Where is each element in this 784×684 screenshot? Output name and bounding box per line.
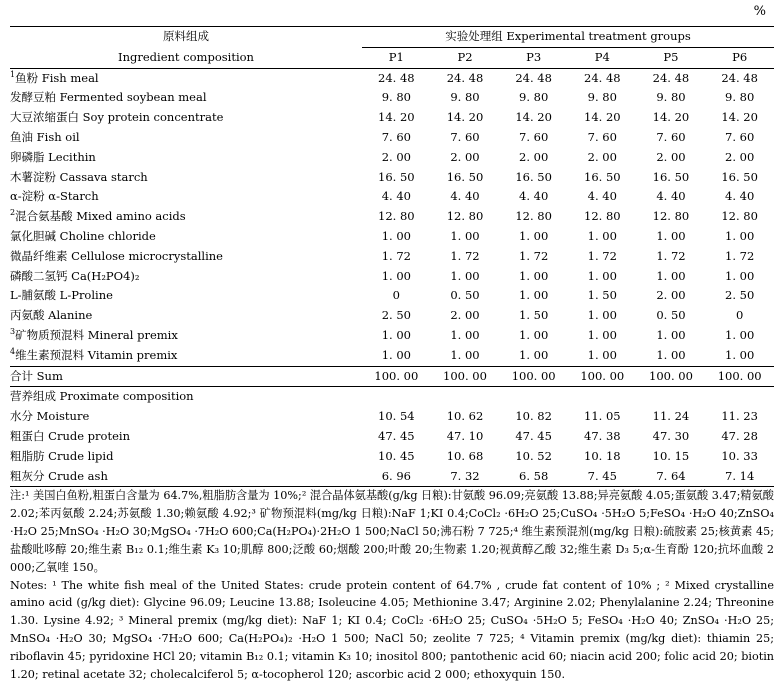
notes-en: Notes: ¹ The white fish meal of the United States: crude protein content of 64.7% , crude fat content of 10% ; ² Mixed crystalline amino acid (g/kg diet): Glycine 96.09; Leucine 13.88; Isoleucine 4.05; Methionine 3.47; Arginine 2.02; Phenylalanine 2.24; Threonine 1.30. Lysine 4.92; ³ Mineral premix (mg/kg diet): NaF 1; KI 0.4; CoCl₂ ·6H₂O 25; CuSO₄ ·5H₂O 5; FeSO₄ ·H₂O 40; ZnSO₄ ·H₂O 25; MnSO₄ ·H₂O 30; MgSO₄ ·7H₂O 600; Ca(H₂PO₄)₂ ·H₂O 1 500; NaCl 50; zeolite 7 725; ⁴ Vitamin premix (mg/kg diet): thiamin 25; riboflavin 45; pyridoxine HCl 20; vitamin B₁₂ 0.1; vitamin K₃ 10; inositol 800; pantothenic acid 60; niacin acid 200; folic acid 20; biotin 1.20; retinal acetate 32; cholecalciferol 5; α-tocopherol 120; ascorbic acid 2 000; ethoxyquin 150. bbox=[10, 578, 774, 682]
row-label-text: 卵磷脂 Lecithin bbox=[10, 149, 96, 164]
cell-value: 0 bbox=[735, 308, 744, 323]
group-header: P5 bbox=[663, 49, 679, 64]
cell-value: 10. 33 bbox=[721, 448, 758, 463]
row-label bbox=[10, 128, 362, 148]
cell-value: 1. 00 bbox=[587, 228, 617, 243]
row-label-text: 矿物质预混料 Mineral premix bbox=[15, 327, 178, 342]
footnote-marker: 1 bbox=[10, 69, 16, 79]
footnote-marker: 4 bbox=[10, 346, 16, 356]
cell-value: 7. 45 bbox=[568, 467, 637, 487]
cell-value: 14. 20 bbox=[584, 110, 621, 125]
table-row bbox=[10, 148, 774, 168]
notes-cn: 注:¹ 美国白鱼粉,粗蛋白含量为 64.7%,粗脂肪含量为 10%;² 混合晶体氨基酸(g/kg 日粮):甘氨酸 96.09;亮氨酸 13.88;异亮氨酸 4.05;蛋氨酸 3.47;精氨酸 2.02;苯丙氨酸 2.24;苏氨酸 1.30;赖氨酸 4.92;³ 矿物预混料(mg/kg 日粮):NaF 1;KI 0.4;CoCl₂ ·6H₂O 25;CuSO₄ ·5H₂O 5;FeSO₄ ·H₂O 40;ZnSO₄ ·H₂O 25;MnSO₄ ·H₂O 30;MgSO₄ ·7H₂O 600;Ca(H₂PO₄)·2H₂O 1 500;NaCl 50;沸石粉 7 725;⁴ 维生素预混剂(mg/kg 日粮):硫胺素 25;核黄素 45;盐酸吡哆醇 20;维生素 B₁₂ 0.1;维生素 K₃ 10;肌醇 800;泛酸 60;烟酸 200;叶酸 20;生物素 1.20;视黄醇乙酸 32;维生素 D₃ 5;α-生育酚 120;抗坏血酸 2 000;乙氧喹 150。 bbox=[10, 489, 774, 574]
cell-value: 2. 00 bbox=[519, 149, 549, 164]
row-label-text: 合计 Sum bbox=[10, 368, 63, 383]
row-label bbox=[10, 68, 362, 88]
cell-value: 1. 00 bbox=[656, 228, 686, 243]
table-row bbox=[10, 267, 774, 287]
table-row bbox=[10, 108, 774, 128]
cell-value: 2. 00 bbox=[450, 149, 480, 164]
cell-value: 7. 60 bbox=[519, 129, 549, 144]
cell-value: 7. 60 bbox=[587, 129, 617, 144]
cell-value: 11. 23 bbox=[721, 409, 758, 424]
table-row bbox=[10, 207, 774, 227]
cell-value: 24. 48 bbox=[378, 70, 415, 85]
cell-value: 16. 50 bbox=[584, 169, 621, 184]
cell-value: 9. 80 bbox=[450, 90, 480, 105]
table-row bbox=[10, 68, 774, 88]
cell-value: 1. 00 bbox=[587, 347, 617, 362]
table-row bbox=[10, 247, 774, 267]
cell-value: 10. 18 bbox=[584, 448, 621, 463]
row-label-text: 微晶纤维素 Cellulose microcrystalline bbox=[10, 248, 223, 263]
row-label-text: 混合氨基酸 Mixed amino acids bbox=[15, 209, 186, 224]
cell-value: 47. 38 bbox=[584, 428, 621, 443]
row-label bbox=[10, 286, 362, 306]
cell-value: 47. 10 bbox=[446, 428, 484, 443]
table-row bbox=[10, 128, 774, 148]
cell-value: 9. 80 bbox=[656, 90, 686, 105]
ingredient-header-cn: 原料组成 bbox=[10, 27, 362, 48]
cell-value: 100. 00 bbox=[362, 366, 431, 387]
row-label bbox=[10, 407, 362, 427]
proximate-title: 营养组成 Proximate composition bbox=[10, 389, 194, 404]
cell-value: 4. 40 bbox=[519, 189, 549, 204]
cell-value: 1. 72 bbox=[381, 248, 411, 263]
cell-value: 1. 00 bbox=[519, 327, 549, 342]
row-label bbox=[10, 346, 362, 366]
cell-value: 7. 64 bbox=[637, 467, 706, 487]
cell-value: 12. 80 bbox=[515, 209, 552, 224]
cell-value: 1. 72 bbox=[450, 248, 480, 263]
row-label bbox=[10, 227, 362, 247]
group-header: P2 bbox=[457, 49, 473, 64]
row-label bbox=[10, 148, 362, 168]
cell-value: 2. 00 bbox=[725, 149, 755, 164]
row-label bbox=[10, 88, 362, 108]
cell-value: 1. 00 bbox=[656, 268, 686, 283]
cell-value: 9. 80 bbox=[519, 90, 549, 105]
row-label bbox=[10, 447, 362, 467]
cell-value: 1. 00 bbox=[725, 268, 755, 283]
cell-value: 24. 48 bbox=[446, 70, 484, 85]
cell-value: 2. 00 bbox=[450, 308, 480, 323]
cell-value: 1. 72 bbox=[656, 248, 686, 263]
cell-value: 12. 80 bbox=[721, 209, 758, 224]
unit-label: % bbox=[753, 4, 766, 19]
cell-value: 1. 00 bbox=[450, 268, 480, 283]
cell-value: 47. 30 bbox=[652, 428, 690, 443]
cell-value: 11. 05 bbox=[584, 409, 621, 424]
cell-value: 1. 00 bbox=[519, 228, 549, 243]
cell-value: 24. 48 bbox=[652, 70, 690, 85]
cell-value: 10. 52 bbox=[515, 448, 552, 463]
cell-value: 1. 72 bbox=[725, 248, 755, 263]
cell-value: 1. 00 bbox=[587, 308, 617, 323]
row-label bbox=[10, 427, 362, 447]
cell-value: 0. 50 bbox=[450, 288, 480, 303]
cell-value: 10. 62 bbox=[446, 409, 484, 424]
cell-value: 1. 00 bbox=[725, 327, 755, 342]
cell-value: 10. 82 bbox=[515, 409, 552, 424]
cell-value: 7. 14 bbox=[705, 467, 774, 487]
cell-value: 2. 00 bbox=[587, 149, 617, 164]
row-label bbox=[10, 326, 362, 346]
cell-value: 24. 48 bbox=[584, 70, 621, 85]
cell-value: 7. 32 bbox=[431, 467, 500, 487]
cell-value: 100. 00 bbox=[568, 366, 637, 387]
cell-value: 9. 80 bbox=[725, 90, 755, 105]
cell-value: 12. 80 bbox=[652, 209, 690, 224]
cell-value: 1. 50 bbox=[519, 308, 549, 323]
cell-value: 14. 20 bbox=[515, 110, 552, 125]
cell-value: 100. 00 bbox=[637, 366, 706, 387]
row-label-text: 氯化胆碱 Choline chloride bbox=[10, 228, 156, 243]
row-label-text: 磷酸二氢钙 Ca(H₂PO4)₂ bbox=[10, 268, 140, 283]
row-label-text: 鱼粉 Fish meal bbox=[15, 70, 99, 85]
cell-value: 100. 00 bbox=[499, 366, 568, 387]
cell-value: 1. 00 bbox=[381, 228, 411, 243]
cell-value: 9. 80 bbox=[587, 90, 617, 105]
table-row bbox=[10, 427, 774, 447]
cell-value: 2. 00 bbox=[381, 149, 411, 164]
cell-value: 1. 00 bbox=[725, 347, 755, 362]
row-label bbox=[10, 467, 362, 487]
cell-value: 1. 00 bbox=[519, 347, 549, 362]
row-label bbox=[10, 306, 362, 326]
cell-value: 16. 50 bbox=[446, 169, 484, 184]
group-header: P3 bbox=[526, 49, 542, 64]
table-row bbox=[10, 346, 774, 366]
cell-value: 1. 00 bbox=[725, 228, 755, 243]
cell-value: 4. 40 bbox=[450, 189, 480, 204]
table-row bbox=[10, 187, 774, 207]
cell-value: 11. 24 bbox=[652, 409, 690, 424]
group-header: P6 bbox=[732, 49, 748, 64]
row-label bbox=[10, 108, 362, 128]
group-header: P4 bbox=[594, 49, 610, 64]
table-row bbox=[10, 447, 774, 467]
row-label-text: α-淀粉 α-Starch bbox=[10, 189, 99, 204]
row-label-text: 粗灰分 Crude ash bbox=[10, 468, 108, 483]
cell-value: 1. 00 bbox=[656, 347, 686, 362]
row-label bbox=[10, 168, 362, 188]
cell-value: 1. 00 bbox=[381, 347, 411, 362]
cell-value: 2. 00 bbox=[656, 149, 686, 164]
section-row bbox=[10, 387, 774, 407]
ingredient-header-en: Ingredient composition bbox=[118, 49, 254, 64]
table-row bbox=[10, 467, 774, 487]
cell-value: 47. 45 bbox=[515, 428, 552, 443]
cell-value: 14. 20 bbox=[721, 110, 758, 125]
cell-value: 14. 20 bbox=[378, 110, 415, 125]
cell-value: 1. 00 bbox=[587, 327, 617, 342]
group-header: P1 bbox=[388, 49, 404, 64]
cell-value: 9. 80 bbox=[381, 90, 411, 105]
row-label bbox=[10, 366, 362, 387]
row-label-text: 维生素预混料 Vitamin premix bbox=[15, 347, 178, 362]
table-row bbox=[10, 306, 774, 326]
footnote-marker: 3 bbox=[10, 327, 16, 337]
row-label-text: 粗脂肪 Crude lipid bbox=[10, 448, 114, 463]
cell-value: 4. 40 bbox=[656, 189, 686, 204]
cell-value: 14. 20 bbox=[446, 110, 484, 125]
row-label bbox=[10, 207, 362, 227]
cell-value: 7. 60 bbox=[725, 129, 755, 144]
row-label-text: 鱼油 Fish oil bbox=[10, 129, 80, 144]
cell-value: 6. 96 bbox=[362, 467, 431, 487]
cell-value: 1. 00 bbox=[381, 327, 411, 342]
cell-value: 100. 00 bbox=[431, 366, 500, 387]
table-row bbox=[10, 168, 774, 188]
cell-value: 4. 40 bbox=[381, 189, 411, 204]
cell-value: 1. 00 bbox=[519, 288, 549, 303]
row-label-text: 木薯淀粉 Cassava starch bbox=[10, 169, 148, 184]
cell-value: 12. 80 bbox=[584, 209, 621, 224]
cell-value: 4. 40 bbox=[587, 189, 617, 204]
footnote-marker: 2 bbox=[10, 208, 16, 218]
groups-header: 实验处理组 Experimental treatment groups bbox=[362, 27, 774, 48]
diet-composition-table bbox=[10, 26, 774, 487]
cell-value: 24. 48 bbox=[515, 70, 552, 85]
table-row bbox=[10, 366, 774, 387]
table-row bbox=[10, 227, 774, 247]
cell-value: 10. 45 bbox=[378, 448, 415, 463]
cell-value: 1. 00 bbox=[587, 268, 617, 283]
row-label bbox=[10, 187, 362, 207]
row-label-text: 粗蛋白 Crude protein bbox=[10, 428, 130, 443]
cell-value: 0. 50 bbox=[656, 308, 686, 323]
cell-value: 1. 72 bbox=[587, 248, 617, 263]
cell-value: 7. 60 bbox=[656, 129, 686, 144]
cell-value: 10. 15 bbox=[652, 448, 690, 463]
cell-value: 12. 80 bbox=[378, 209, 415, 224]
row-label-text: 水分 Moisture bbox=[10, 409, 90, 424]
cell-value: 10. 68 bbox=[446, 448, 484, 463]
cell-value: 0 bbox=[392, 288, 400, 303]
cell-value: 1. 00 bbox=[450, 228, 480, 243]
cell-value: 1. 00 bbox=[519, 268, 549, 283]
cell-value: 1. 00 bbox=[450, 327, 480, 342]
cell-value: 24. 48 bbox=[721, 70, 758, 85]
row-label-text: L-脯氨酸 L-Proline bbox=[10, 288, 113, 303]
cell-value: 100. 00 bbox=[705, 366, 774, 387]
cell-value: 1. 00 bbox=[656, 327, 686, 342]
cell-value: 14. 20 bbox=[652, 110, 690, 125]
table-row bbox=[10, 407, 774, 427]
cell-value: 7. 60 bbox=[450, 129, 480, 144]
cell-value: 1. 00 bbox=[450, 347, 480, 362]
table-row bbox=[10, 286, 774, 306]
cell-value: 47. 45 bbox=[378, 428, 415, 443]
cell-value: 1. 50 bbox=[587, 288, 617, 303]
cell-value: 16. 50 bbox=[652, 169, 690, 184]
cell-value: 7. 60 bbox=[381, 129, 411, 144]
cell-value: 12. 80 bbox=[446, 209, 484, 224]
cell-value: 2. 50 bbox=[725, 288, 755, 303]
cell-value: 16. 50 bbox=[515, 169, 552, 184]
cell-value: 47. 28 bbox=[721, 428, 758, 443]
row-label bbox=[10, 247, 362, 267]
cell-value: 1. 00 bbox=[381, 268, 411, 283]
cell-value: 1. 72 bbox=[519, 248, 549, 263]
row-label bbox=[10, 267, 362, 287]
cell-value: 10. 54 bbox=[378, 409, 415, 424]
cell-value: 6. 58 bbox=[499, 467, 568, 487]
row-label-text: 发酵豆粕 Fermented soybean meal bbox=[10, 90, 207, 105]
table-row bbox=[10, 326, 774, 346]
cell-value: 2. 50 bbox=[381, 308, 411, 323]
table-notes bbox=[10, 487, 774, 684]
row-label-text: 丙氨酸 Alanine bbox=[10, 308, 93, 323]
cell-value: 16. 50 bbox=[721, 169, 758, 184]
cell-value: 2. 00 bbox=[656, 288, 686, 303]
cell-value: 4. 40 bbox=[725, 189, 755, 204]
table-row bbox=[10, 88, 774, 108]
cell-value: 16. 50 bbox=[378, 169, 415, 184]
row-label-text: 大豆浓缩蛋白 Soy protein concentrate bbox=[10, 110, 224, 125]
